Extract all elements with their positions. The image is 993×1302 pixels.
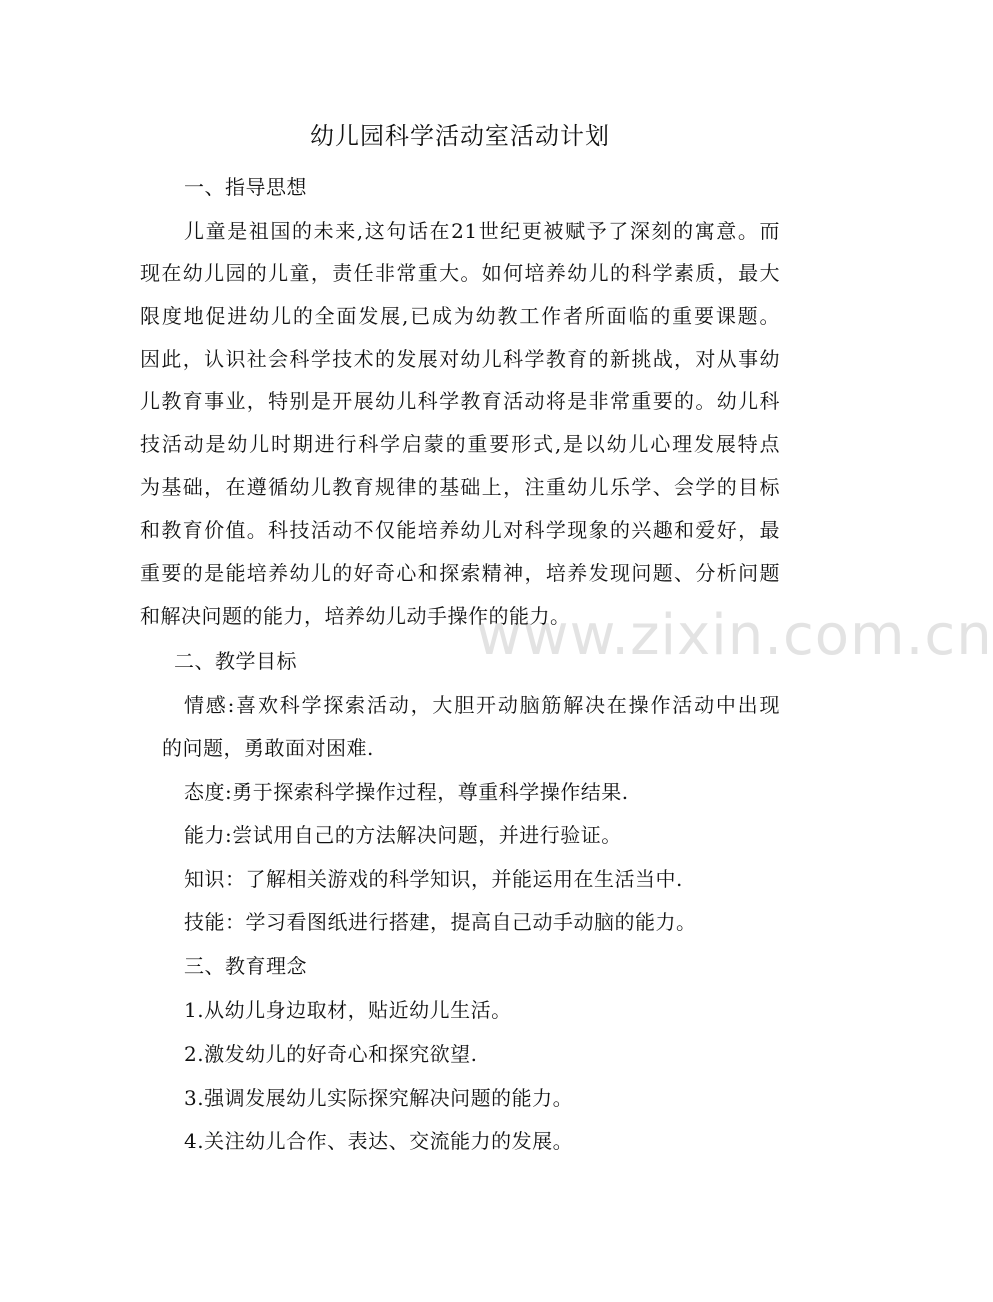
goal-emotion-continued: 的问题，勇敢面对困难. <box>162 736 374 760</box>
goal-knowledge: 知识：了解相关游戏的科学知识，并能运用在生活当中. <box>184 867 683 891</box>
watermark: www.zixin.com.cn <box>476 603 993 668</box>
philosophy-item: 3.强调发展幼儿实际探究解决问题的能力。 <box>184 1086 574 1110</box>
paragraph-line: 为基础，在遵循幼儿教育规律的基础上，注重幼儿乐学、会学的目标 <box>140 475 780 499</box>
paragraph-line: 和教育价值。科技活动不仅能培养幼儿对科学现象的兴趣和爱好，最 <box>140 518 780 542</box>
paragraph-line: 重要的是能培养幼儿的好奇心和探索精神，培养发现问题、分析问题 <box>140 561 780 585</box>
philosophy-item: 1.从幼儿身边取材，贴近幼儿生活。 <box>184 998 512 1022</box>
document-title: 幼儿园科学活动室活动计划 <box>310 122 610 150</box>
paragraph-line: 因此，认识社会科学技术的发展对幼儿科学教育的新挑战，对从事幼 <box>140 347 780 371</box>
paragraph-line: 限度地促进幼儿的全面发展,已成为幼教工作者所面临的重要课题。 <box>140 304 780 328</box>
section-heading-teaching-goals: 二、教学目标 <box>174 649 297 673</box>
goal-skill: 技能：学习看图纸进行搭建，提高自己动手动脑的能力。 <box>184 910 697 934</box>
paragraph-line: 儿教育事业，特别是开展幼儿科学教育活动将是非常重要的。幼儿科 <box>140 389 780 413</box>
goal-emotion: 情感:喜欢科学探索活动，大胆开动脑筋解决在操作活动中出现 <box>184 693 780 717</box>
philosophy-item: 2.激发幼儿的好奇心和探究欲望. <box>184 1042 478 1066</box>
section-heading-education-philosophy: 三、教育理念 <box>184 954 307 978</box>
paragraph-line: 儿童是祖国的未来,这句话在21世纪更被赋予了深刻的寓意。而 <box>184 219 780 243</box>
goal-ability: 能力:尝试用自己的方法解决问题，并进行验证。 <box>184 823 622 847</box>
philosophy-item: 4.关注幼儿合作、表达、交流能力的发展。 <box>184 1129 574 1153</box>
paragraph-line: 技活动是幼儿时期进行科学启蒙的重要形式,是以幼儿心理发展特点 <box>140 432 780 456</box>
goal-attitude: 态度:勇于探索科学操作过程，尊重科学操作结果. <box>184 780 629 804</box>
section-heading-guiding-thought: 一、指导思想 <box>184 175 307 199</box>
paragraph-line: 和解决问题的能力，培养幼儿动手操作的能力。 <box>140 604 571 628</box>
paragraph-line: 现在幼儿园的儿童，责任非常重大。如何培养幼儿的科学素质，最大 <box>140 261 780 285</box>
